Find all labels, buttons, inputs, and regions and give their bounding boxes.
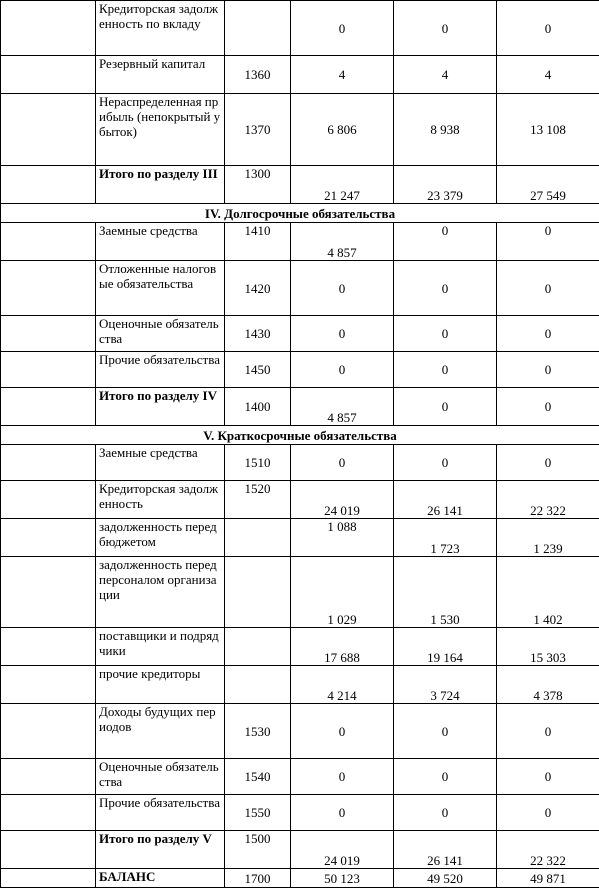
value-cell: 26 141 xyxy=(394,481,497,519)
table-row xyxy=(1,759,599,795)
row-code: 1300 xyxy=(225,166,291,204)
value-cell: 15 303 xyxy=(497,628,599,666)
row-label: Отложенные налоговые обязательства xyxy=(96,261,225,316)
value-cell: 13 108 xyxy=(497,94,599,166)
value-cell: 4 378 xyxy=(497,666,599,704)
value-cell: 4 857 xyxy=(291,388,394,426)
value-cell: 4 214 xyxy=(291,666,394,704)
value-cell: 0 xyxy=(497,223,599,261)
value-cell: 24 019 xyxy=(291,481,394,519)
value-cell: 4 857 xyxy=(291,223,394,261)
value-cell: 0 xyxy=(497,388,599,426)
row-code: 1530 xyxy=(225,704,291,759)
value-cell: 4 xyxy=(291,56,394,94)
value-cell: 1 239 xyxy=(497,519,599,557)
value-cell: 0 xyxy=(497,1,599,56)
row-code: 1700 xyxy=(225,869,291,888)
value-cell: 0 xyxy=(394,316,497,352)
table-row xyxy=(1,352,599,388)
row-code xyxy=(225,628,291,666)
row-code xyxy=(225,519,291,557)
value-cell: 0 xyxy=(394,388,497,426)
table-row xyxy=(1,223,599,261)
value-cell: 0 xyxy=(291,704,394,759)
table-row xyxy=(1,445,599,481)
row-label: Заемные средства xyxy=(96,223,225,261)
row-label: Прочие обязательства xyxy=(96,352,225,388)
row-label: Заемные средства xyxy=(96,445,225,481)
row-code xyxy=(225,666,291,704)
table-row xyxy=(1,831,599,869)
row-code xyxy=(225,557,291,628)
value-cell: 0 xyxy=(394,795,497,831)
row-code: 1540 xyxy=(225,759,291,795)
value-cell: 4 xyxy=(394,56,497,94)
value-cell: 1 088 xyxy=(291,519,394,557)
value-cell: 0 xyxy=(291,352,394,388)
value-cell: 0 xyxy=(394,704,497,759)
row-code: 1430 xyxy=(225,316,291,352)
value-cell: 0 xyxy=(291,316,394,352)
table-row xyxy=(1,666,599,704)
value-cell: 0 xyxy=(497,759,599,795)
value-cell: 23 379 xyxy=(394,166,497,204)
row-label: БАЛАНС xyxy=(96,869,225,888)
table-row xyxy=(1,795,599,831)
row-label: Доходы будущих периодов xyxy=(96,704,225,759)
section-title: V. Краткосрочные обязательства xyxy=(1,426,599,445)
table-row xyxy=(1,261,599,316)
row-code: 1420 xyxy=(225,261,291,316)
value-cell: 22 322 xyxy=(497,831,599,869)
row-label: Оценочные обязательства xyxy=(96,759,225,795)
value-cell: 0 xyxy=(291,445,394,481)
row-label: Итого по разделу IV xyxy=(96,388,225,426)
row-code xyxy=(225,1,291,56)
row-code: 1370 xyxy=(225,94,291,166)
row-code: 1450 xyxy=(225,352,291,388)
value-cell: 0 xyxy=(497,352,599,388)
row-label: Резервный капитал xyxy=(96,56,225,94)
row-code: 1550 xyxy=(225,795,291,831)
value-cell: 0 xyxy=(497,795,599,831)
value-cell: 0 xyxy=(394,1,497,56)
value-cell: 0 xyxy=(394,223,497,261)
table-row xyxy=(1,704,599,759)
row-code: 1520 xyxy=(225,481,291,519)
value-cell: 0 xyxy=(497,445,599,481)
table-row xyxy=(1,388,599,426)
value-cell: 0 xyxy=(291,1,394,56)
row-label: Кредиторская задолженность по вкладу xyxy=(96,1,225,56)
value-cell: 27 549 xyxy=(497,166,599,204)
row-code: 1400 xyxy=(225,388,291,426)
table-row xyxy=(1,166,599,204)
row-label: Прочие обязательства xyxy=(96,795,225,831)
value-cell: 21 247 xyxy=(291,166,394,204)
value-cell: 0 xyxy=(394,261,497,316)
value-cell: 0 xyxy=(497,704,599,759)
table-row xyxy=(1,316,599,352)
value-cell: 1 723 xyxy=(394,519,497,557)
row-label: Итого по разделу V xyxy=(96,831,225,869)
value-cell: 0 xyxy=(291,795,394,831)
value-cell: 49 871 xyxy=(497,869,599,888)
row-label: Итого по разделу III xyxy=(96,166,225,204)
value-cell: 49 520 xyxy=(394,869,497,888)
value-cell: 4 xyxy=(497,56,599,94)
table-row xyxy=(1,557,599,628)
row-code: 1360 xyxy=(225,56,291,94)
row-code: 1510 xyxy=(225,445,291,481)
value-cell: 22 322 xyxy=(497,481,599,519)
value-cell: 8 938 xyxy=(394,94,497,166)
value-cell: 19 164 xyxy=(394,628,497,666)
row-label: поставщики и подрядчики xyxy=(96,628,225,666)
value-cell: 1 029 xyxy=(291,557,394,628)
row-label: задолженность перед бюджетом xyxy=(96,519,225,557)
row-label: Нераспределенная прибыль (непокрытый убыток) xyxy=(96,94,225,166)
value-cell: 26 141 xyxy=(394,831,497,869)
row-label: Оценочные обязательства xyxy=(96,316,225,352)
row-code: 1410 xyxy=(225,223,291,261)
value-cell: 6 806 xyxy=(291,94,394,166)
value-cell: 1 402 xyxy=(497,557,599,628)
value-cell: 0 xyxy=(394,352,497,388)
value-cell: 50 123 xyxy=(291,869,394,888)
value-cell: 0 xyxy=(291,261,394,316)
value-cell: 24 019 xyxy=(291,831,394,869)
value-cell: 1 530 xyxy=(394,557,497,628)
table-row xyxy=(1,56,599,94)
row-label: прочие кредиторы xyxy=(96,666,225,704)
table-row xyxy=(1,94,599,166)
section-title: IV. Долгосрочные обязательства xyxy=(1,204,599,223)
section-header-row xyxy=(1,204,599,223)
value-cell: 3 724 xyxy=(394,666,497,704)
value-cell: 0 xyxy=(394,759,497,795)
value-cell: 0 xyxy=(497,261,599,316)
value-cell: 0 xyxy=(394,445,497,481)
value-cell: 0 xyxy=(291,759,394,795)
row-label: Кредиторская задолженность xyxy=(96,481,225,519)
value-cell: 0 xyxy=(497,316,599,352)
table-row xyxy=(1,519,599,557)
table-row xyxy=(1,1,599,56)
table-row xyxy=(1,628,599,666)
table-row xyxy=(1,869,599,888)
row-code: 1500 xyxy=(225,831,291,869)
table-row xyxy=(1,481,599,519)
section-header-row xyxy=(1,426,599,445)
row-label: задолженность перед персоналом организации xyxy=(96,557,225,628)
value-cell: 17 688 xyxy=(291,628,394,666)
